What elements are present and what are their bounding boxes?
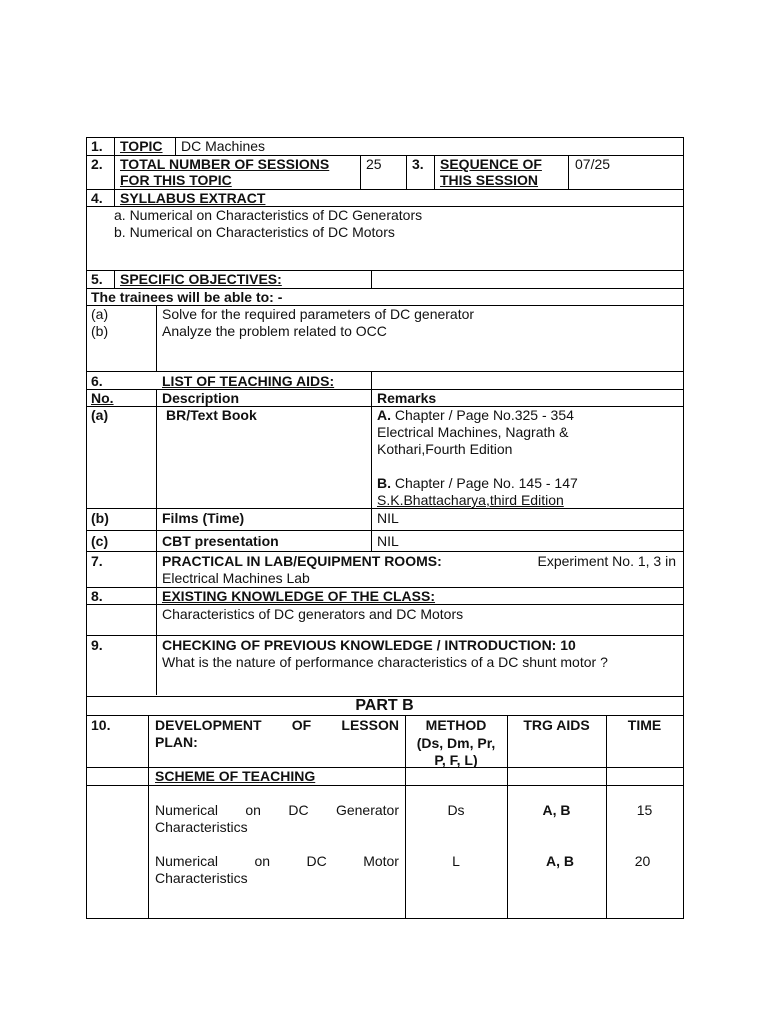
trainees-text: The trainees will be able to: -	[91, 289, 283, 305]
aid-remark: NIL	[377, 533, 399, 549]
lesson-line: Characteristics	[155, 870, 248, 886]
lesson-word: DC	[306, 853, 327, 869]
sessions-value: 25	[366, 156, 382, 172]
part-b-title: PART B	[355, 697, 414, 714]
aids-header-no: No.	[91, 390, 114, 406]
practical-line	[162, 553, 676, 570]
rule	[86, 635, 683, 636]
development-word: DEVELOPMENT	[155, 717, 262, 733]
teaching-aids-label: LIST OF TEACHING AIDS:	[162, 373, 335, 389]
remark-text: Chapter / Page No.325 - 354	[391, 407, 574, 423]
remark-prefix: A.	[377, 407, 391, 423]
rule	[114, 270, 115, 288]
practical-value: Electrical Machines Lab	[162, 570, 310, 586]
objective-id: (b)	[91, 323, 109, 339]
rule	[86, 551, 683, 552]
sequence-label: SEQUENCE OF	[440, 156, 542, 172]
lesson-word: Motor	[363, 853, 399, 869]
topic-label: TOPIC	[120, 138, 163, 154]
rule	[371, 270, 372, 288]
aid-description: CBT presentation	[162, 533, 279, 549]
sessions-label: TOTAL NUMBER OF SESSIONS	[120, 156, 330, 172]
objective-text: Solve for the required parameters of DC generator	[162, 306, 475, 322]
lesson-time: 15	[636, 802, 653, 818]
aid-description: BR/Text Book	[166, 407, 257, 423]
rule	[86, 137, 87, 919]
trg-aids-header: TRG AIDS	[523, 717, 590, 733]
aid-description: Films (Time)	[162, 510, 245, 526]
objectives-label: SPECIFIC OBJECTIVES:	[120, 271, 282, 287]
scheme-of-teaching-label: SCHEME OF TEACHING	[155, 768, 316, 784]
rule	[406, 155, 407, 189]
aid-remark	[377, 475, 578, 492]
aid-no: (a)	[91, 407, 109, 423]
lesson-line	[155, 802, 399, 819]
rule	[371, 371, 372, 551]
rule	[175, 137, 176, 155]
lesson-aids: A, B	[546, 853, 574, 869]
method-sub: P, F, L)	[434, 752, 478, 768]
row-number: 5.	[91, 271, 103, 287]
syllabus-label: SYLLABUS EXTRACT	[120, 190, 266, 206]
rule	[156, 305, 157, 371]
aid-remark: NIL	[377, 510, 399, 526]
row-number: 6.	[91, 373, 103, 389]
existing-knowledge-value: Characteristics of DC generators and DC Motors	[162, 606, 464, 622]
rule	[683, 137, 684, 919]
aids-header-remarks: Remarks	[377, 390, 437, 406]
lesson-word: Numerical	[155, 853, 219, 869]
lesson-word: Generator	[335, 802, 399, 818]
aid-no: (b)	[91, 510, 109, 526]
row-number: 8.	[91, 588, 103, 604]
existing-knowledge-label: EXISTING KNOWLEDGE OF THE CLASS:	[162, 588, 436, 604]
aid-no: (c)	[91, 533, 109, 549]
rule	[568, 155, 569, 189]
objective-id: (a)	[91, 306, 109, 322]
aid-remark	[377, 407, 574, 424]
rule	[86, 715, 683, 716]
row-number: 2.	[91, 156, 103, 172]
method-header: METHOD	[425, 717, 487, 733]
row-number: 4.	[91, 190, 103, 206]
aid-remark: Kothari,Fourth Edition	[377, 441, 513, 457]
lesson-word: Numerical	[155, 802, 219, 818]
syllabus-item: a. Numerical on Characteristics of DC Generators	[114, 207, 423, 223]
lesson-word: DC	[288, 802, 309, 818]
row-number: 7.	[91, 553, 103, 569]
row-number: 10.	[91, 717, 111, 733]
remark-prefix: B.	[377, 475, 391, 491]
rule	[148, 715, 149, 918]
lesson-line: Characteristics	[155, 819, 248, 835]
row-number: 3.	[412, 156, 424, 172]
lesson-aids: A, B	[542, 802, 571, 818]
method-sub: (Ds, Dm, Pr,	[416, 735, 496, 751]
development-word: LESSON	[341, 717, 399, 733]
lesson-time: 20	[634, 853, 651, 869]
sessions-label: FOR THIS TOPIC	[120, 172, 232, 188]
development-word: OF	[291, 717, 312, 733]
remark-text: Chapter / Page No. 145 - 147	[391, 475, 578, 491]
rule	[86, 918, 683, 919]
syllabus-item: b. Numerical on Characteristics of DC Motors	[114, 224, 395, 240]
aid-remark: S.K.Bhattacharya,third Edition	[377, 492, 564, 508]
rule	[86, 785, 683, 786]
time-header: TIME	[627, 717, 662, 733]
practical-label: PRACTICAL IN LAB/EQUIPMENT ROOMS:	[162, 553, 442, 569]
sequence-value: 07/25	[575, 156, 611, 172]
development-heading	[155, 717, 399, 734]
topic-value: DC Machines	[181, 138, 266, 154]
lesson-method: Ds	[447, 802, 465, 818]
previous-knowledge-label: CHECKING OF PREVIOUS KNOWLEDGE / INTRODUCTION: 10	[162, 637, 576, 653]
previous-knowledge-question: What is the nature of performance characteristics of a DC shunt motor ?	[162, 654, 608, 670]
row-number: 9.	[91, 637, 103, 653]
lesson-method: L	[452, 853, 460, 869]
aids-header-description: Description	[162, 390, 240, 406]
rule	[434, 155, 435, 189]
practical-value: Experiment No. 1, 3 in	[537, 553, 676, 569]
row-number: 1.	[91, 138, 103, 154]
lesson-word: on	[254, 853, 271, 869]
rule	[86, 371, 683, 372]
lesson-word: on	[245, 802, 261, 818]
rule	[360, 155, 361, 189]
rule	[114, 137, 115, 206]
rule	[156, 389, 157, 695]
sequence-label: THIS SESSION	[440, 172, 539, 188]
rule	[86, 530, 683, 531]
development-heading: PLAN:	[155, 734, 198, 750]
objective-text: Analyze the problem related to OCC	[162, 323, 387, 339]
lesson-line	[155, 853, 399, 870]
aid-remark: Electrical Machines, Nagrath &	[377, 424, 569, 440]
